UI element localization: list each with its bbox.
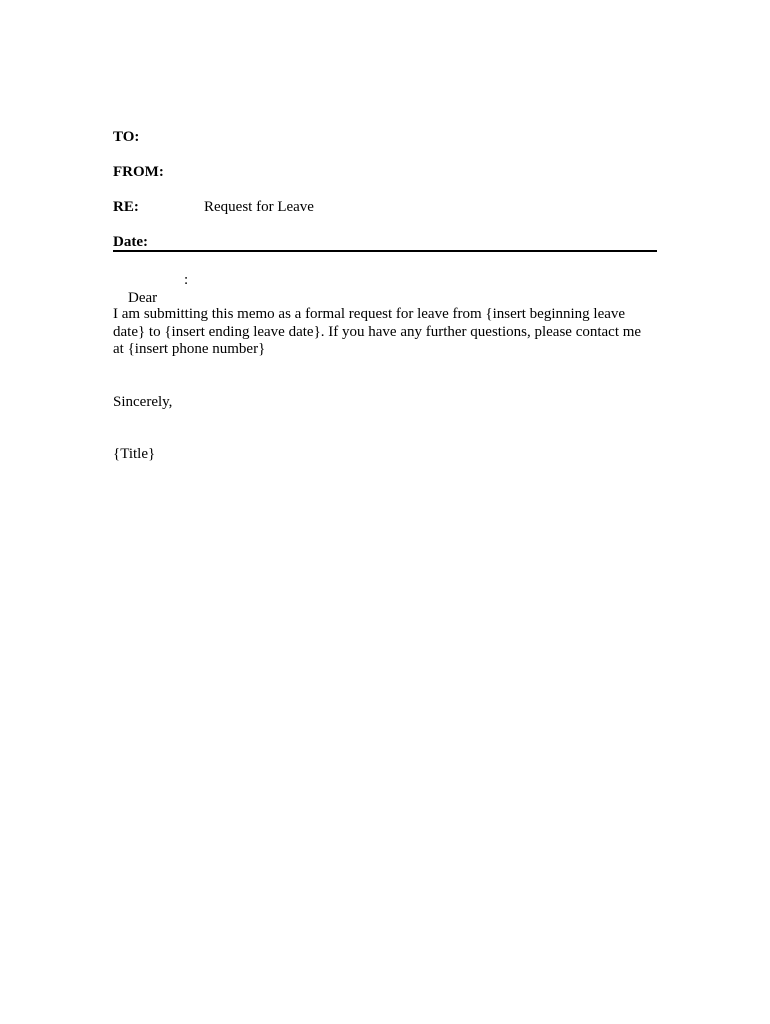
signature-title: {Title} bbox=[113, 446, 156, 462]
to-row bbox=[113, 128, 657, 146]
memo-header bbox=[113, 128, 657, 251]
from-row bbox=[113, 163, 657, 181]
re-label: RE: bbox=[113, 199, 139, 215]
re-value: Request for Leave bbox=[204, 199, 314, 215]
salutation-colon: : bbox=[184, 272, 189, 288]
date-label: Date: bbox=[113, 234, 148, 250]
salutation-text: Dear bbox=[128, 290, 158, 306]
body-line: date} to {insert ending leave date}. If you have any further questions, please contact me bbox=[113, 323, 642, 340]
from-label: FROM: bbox=[113, 164, 164, 180]
salutation bbox=[113, 271, 189, 306]
body-line: I am submitting this memo as a formal request for leave from {insert beginning leave bbox=[113, 306, 626, 322]
re-row bbox=[113, 198, 657, 216]
header-divider bbox=[113, 250, 657, 252]
letter-body bbox=[113, 306, 663, 359]
to-label: TO: bbox=[113, 129, 140, 145]
closing: Sincerely, bbox=[113, 394, 173, 410]
date-row bbox=[113, 233, 657, 251]
body-line: at {insert phone number} bbox=[113, 341, 266, 357]
